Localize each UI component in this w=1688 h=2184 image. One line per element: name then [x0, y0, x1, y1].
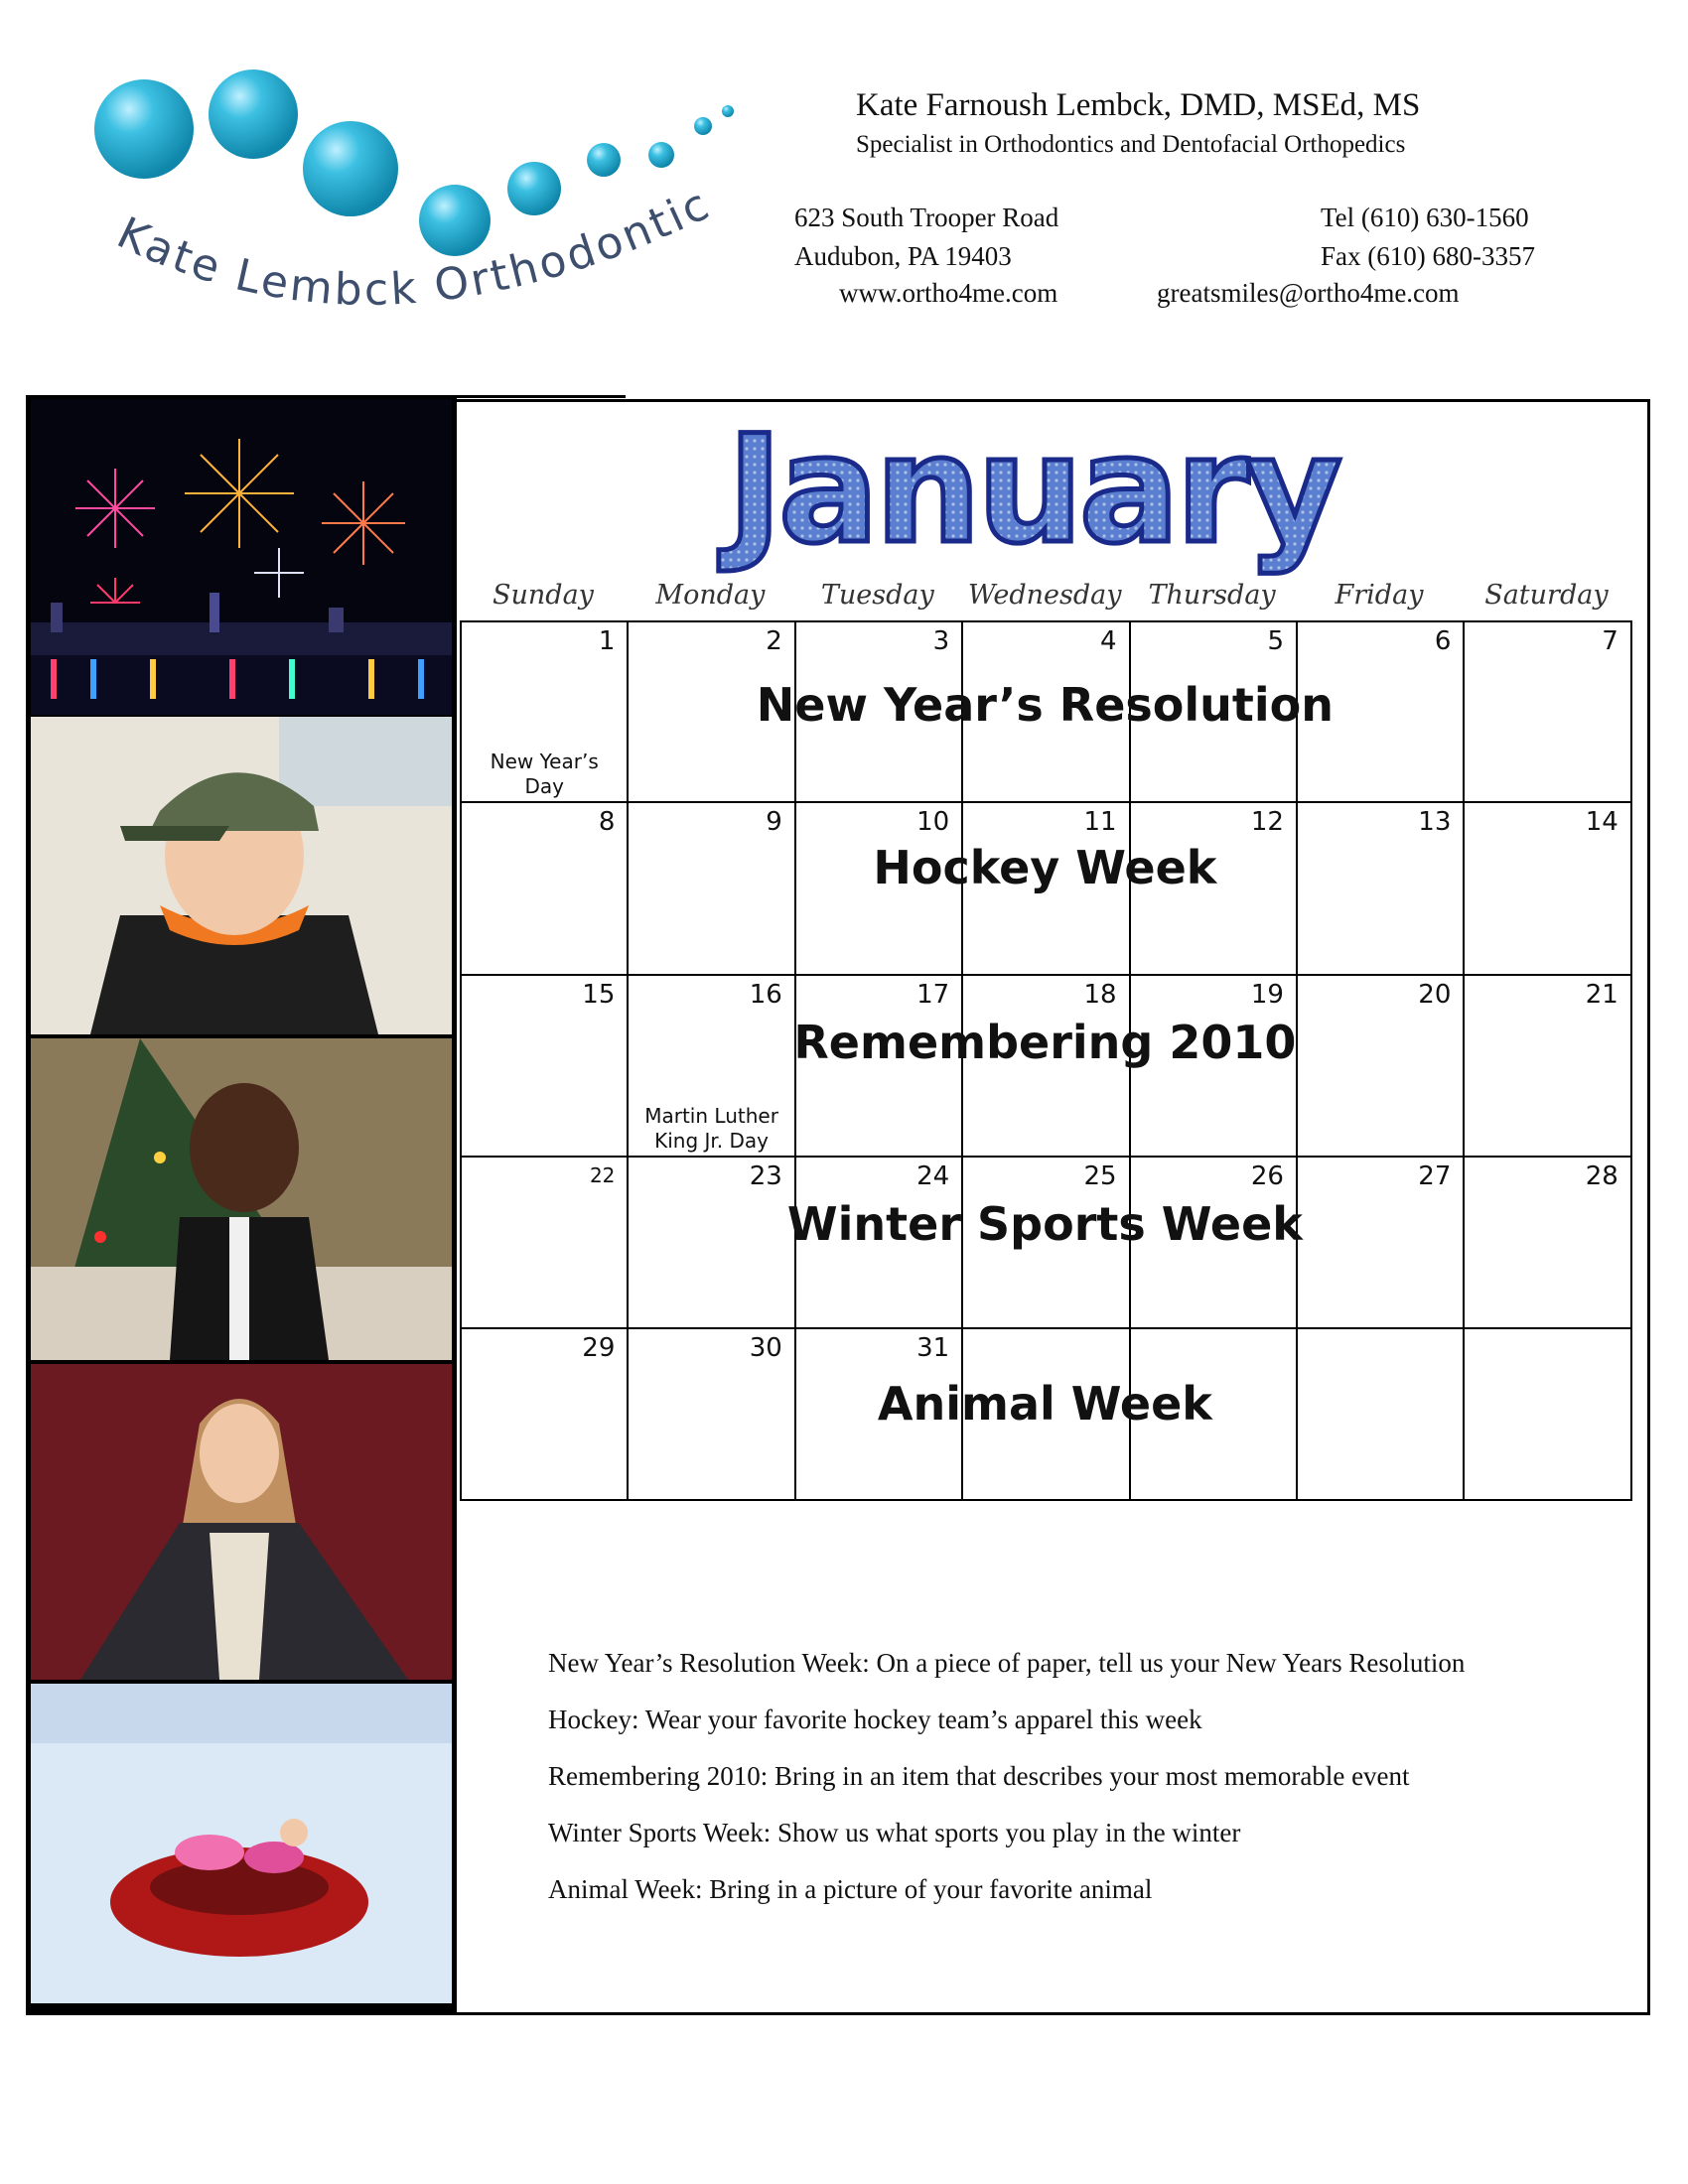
day-number: 18 — [1083, 980, 1117, 1010]
day-cell — [460, 1156, 629, 1329]
week-description-item: Winter Sports Week: Show us what sports you play in the winter — [548, 1818, 1241, 1847]
week-theme-label: Winter Sports Week — [786, 1197, 1303, 1251]
week-description-item: Hockey: Wear your favorite hockey team’s apparel this week — [548, 1705, 1202, 1734]
day-cell — [460, 1327, 629, 1501]
day-number: 22 — [589, 1163, 616, 1187]
day-number: 2 — [766, 626, 782, 656]
holiday-new-years-day: New Year’s Day — [490, 750, 599, 798]
day-number: 30 — [749, 1333, 782, 1363]
day-number: 11 — [1083, 807, 1117, 837]
doctor-name: Kate Farnoush Lembck, DMD, MSEd, MS — [856, 87, 1421, 123]
day-number: 3 — [932, 626, 950, 656]
doctor-specialty: Specialist in Orthodontics and Dentofacial Orthopedics — [856, 131, 1406, 158]
day-number: 25 — [1083, 1161, 1117, 1191]
day-name-tuesday: Tuesday — [820, 580, 934, 611]
week-theme-label: New Year’s Resolution — [756, 678, 1335, 732]
month-title — [457, 397, 1609, 596]
day-name-thursday: Thursday — [1148, 580, 1276, 611]
calendar-grid — [460, 620, 1630, 1501]
day-cell — [460, 620, 629, 803]
day-cell — [1463, 1327, 1631, 1501]
day-number: 4 — [1100, 626, 1117, 656]
day-cell — [460, 974, 629, 1158]
email-link[interactable]: greatsmiles@ortho4me.com — [1157, 278, 1460, 308]
day-number: 16 — [749, 980, 782, 1010]
snow-tubing-photo — [31, 1684, 452, 2003]
day-cell — [1463, 974, 1631, 1158]
week-theme-label: Remembering 2010 — [793, 1016, 1297, 1069]
day-number: 21 — [1585, 980, 1618, 1010]
day-name-friday: Friday — [1335, 580, 1424, 611]
fax: Fax (610) 680-3357 — [1321, 241, 1535, 271]
holiday-mlk-day: Martin Luther King Jr. Day — [644, 1104, 778, 1153]
day-name-monday: Monday — [655, 580, 766, 611]
girl-christmas-tree-photo — [31, 1038, 452, 1360]
address-line2: Audubon, PA 19403 — [794, 241, 1012, 271]
day-name-saturday: Saturday — [1484, 580, 1609, 611]
day-number: 15 — [582, 980, 616, 1010]
day-cell — [1463, 620, 1631, 803]
week-theme-label: Hockey Week — [873, 841, 1217, 894]
photo-column — [26, 395, 457, 2015]
day-number: 27 — [1418, 1161, 1452, 1191]
day-number: 10 — [916, 807, 950, 837]
logo-text: Kate Lembck Orthodontic — [109, 178, 720, 316]
day-number: 17 — [916, 980, 950, 1010]
day-number: 24 — [916, 1161, 950, 1191]
day-number: 19 — [1250, 980, 1284, 1010]
website-link[interactable]: www.ortho4me.com — [839, 278, 1058, 308]
day-number: 5 — [1267, 626, 1284, 656]
week-description-item: New Year’s Resolution Week: On a piece of paper, tell us your New Years Resolution — [548, 1648, 1466, 1678]
day-number: 9 — [766, 807, 782, 837]
day-number: 1 — [598, 626, 616, 656]
week-description-item: Animal Week: Bring in a picture of your favorite animal — [548, 1874, 1153, 1904]
day-name-sunday: Sunday — [492, 580, 594, 611]
day-cell — [460, 801, 629, 976]
bubbles-logo-graphic — [60, 50, 774, 367]
day-name-wednesday: Wednesday — [967, 580, 1122, 611]
week-descriptions — [548, 1648, 1620, 1931]
day-number: 28 — [1585, 1161, 1618, 1191]
day-cell — [1463, 801, 1631, 976]
day-number: 6 — [1434, 626, 1452, 656]
day-number: 14 — [1585, 807, 1618, 837]
day-number: 12 — [1250, 807, 1284, 837]
girl-poncho-photo — [31, 1364, 452, 1680]
day-cell — [1463, 1156, 1631, 1329]
month-name: January — [727, 404, 1338, 577]
week-description-item: Remembering 2010: Bring in an item that describes your most memorable event — [548, 1761, 1410, 1791]
week-theme-label: Animal Week — [877, 1377, 1212, 1431]
day-number: 29 — [582, 1333, 616, 1363]
day-number: 23 — [749, 1161, 782, 1191]
day-number: 13 — [1418, 807, 1452, 837]
day-number: 8 — [598, 807, 616, 837]
day-number: 26 — [1250, 1161, 1284, 1191]
day-number: 7 — [1602, 626, 1618, 656]
telephone: Tel (610) 630-1560 — [1321, 203, 1529, 232]
address-line1: 623 South Trooper Road — [794, 203, 1059, 232]
day-number: 20 — [1418, 980, 1452, 1010]
fireworks-photo — [31, 399, 452, 715]
day-number: 31 — [916, 1333, 950, 1363]
practice-logo — [60, 50, 774, 367]
boy-in-cap-photo — [31, 717, 452, 1034]
